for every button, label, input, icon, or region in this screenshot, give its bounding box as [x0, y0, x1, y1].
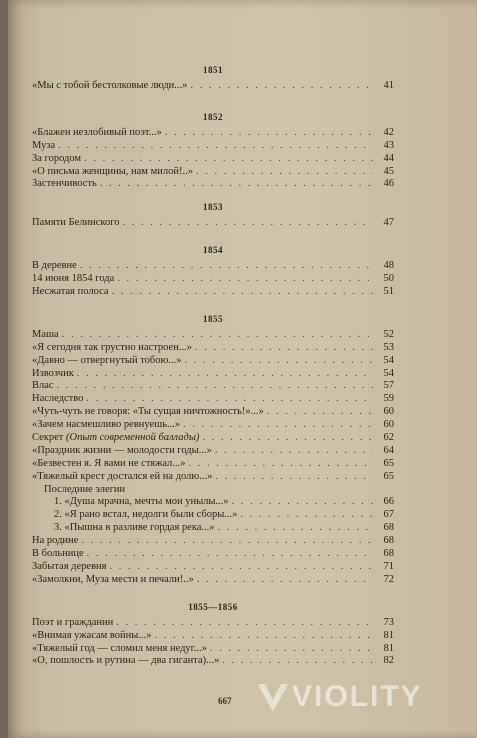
- book-page: [8, 0, 477, 738]
- toc-entry: [32, 561, 394, 574]
- toc-entry: [32, 655, 394, 668]
- toc-entry: [32, 260, 394, 273]
- entry-page: 54: [383, 367, 394, 379]
- entry-page: 50: [383, 273, 394, 285]
- toc-entry: [32, 368, 394, 381]
- toc-entry: [32, 217, 394, 230]
- toc-entry: [32, 496, 394, 509]
- entry-title: «Мы с тобой бестолковые люди...»: [32, 80, 188, 91]
- entry-page: 65: [383, 457, 394, 469]
- entry-title: Извозчик: [32, 367, 74, 379]
- entry-page: 66: [383, 496, 394, 508]
- entry-page: 43: [383, 139, 394, 151]
- entry-title: «Безвестен я. Я вами не стяжал...»: [32, 457, 186, 469]
- entry-page: 47: [383, 217, 394, 229]
- toc-entry: [32, 140, 394, 153]
- entry-title: «Тяжелый крест достался ей на долю...»: [32, 470, 213, 482]
- entry-page: 57: [383, 380, 394, 392]
- entry-title: Последние элегии: [44, 483, 126, 495]
- toc-entry: [32, 329, 394, 342]
- entry-title: На родине: [32, 535, 79, 547]
- toc-entry: [32, 80, 394, 93]
- entry-title: Застенчивость: [32, 178, 97, 190]
- entry-title: Памяти Белинского: [32, 217, 120, 229]
- toc-entry: [32, 380, 394, 393]
- entry-page: 54: [383, 354, 394, 366]
- entry-title: В больнице: [32, 548, 84, 560]
- entry-page: 46: [383, 178, 394, 190]
- entry-title: Поэт и гражданин: [32, 616, 114, 628]
- toc-entry: [32, 617, 394, 630]
- entry-title: Наследство: [32, 393, 84, 405]
- entry-page: 81: [383, 629, 394, 641]
- entry-title: «Чуть-чуть не говоря: «Ты сущая ничтожность!»...»: [32, 406, 264, 418]
- watermark-logo-icon: [254, 678, 292, 716]
- toc-entry: [32, 509, 394, 522]
- year-heading: 1852: [203, 111, 223, 122]
- entry-title: «Внимая ужасам войны...»: [32, 629, 152, 641]
- entry-page: 42: [383, 126, 394, 138]
- toc-entry: [32, 342, 394, 355]
- entry-page: 60: [383, 406, 394, 418]
- toc-entry: [32, 458, 394, 471]
- entry-page: 53: [383, 341, 394, 353]
- entry-title: «Зачем насмешливо ревнуешь...»: [32, 419, 181, 431]
- toc-entry: [32, 574, 394, 587]
- entry-page: 72: [383, 573, 394, 585]
- entry-title: Влас: [32, 380, 54, 392]
- entry-title: За городом: [32, 152, 82, 164]
- toc-entry: [32, 643, 394, 656]
- entry-page: 59: [383, 393, 394, 405]
- entry-title: Забытая деревня: [32, 560, 107, 572]
- toc-entry: [32, 393, 394, 406]
- page-number: 667: [218, 696, 232, 706]
- toc-entry: [32, 273, 394, 286]
- entry-title: 14 июня 1854 года: [32, 273, 115, 285]
- toc-entry: [32, 355, 394, 368]
- toc-entry: [32, 286, 394, 299]
- toc-entry: [32, 445, 394, 458]
- toc-entry: [32, 419, 394, 432]
- entry-title: «О, пошлость и рутина — два гиганта)...»: [32, 655, 220, 667]
- toc-entry: [32, 535, 394, 548]
- entry-page: 67: [383, 509, 394, 521]
- table-of-contents: [32, 60, 394, 668]
- toc-entry: [32, 471, 394, 484]
- year-heading: 1855—1856: [188, 601, 238, 612]
- year-heading: 1853: [203, 202, 223, 213]
- toc-entry: [32, 432, 394, 445]
- toc-entry: [32, 153, 394, 166]
- entry-subtitle: (Опыт современной баллады): [66, 432, 200, 444]
- toc-entry: [32, 522, 394, 535]
- entry-title: Секрет (Опыт современной баллады): [32, 432, 200, 444]
- entry-page: 60: [383, 419, 394, 431]
- entry-title: «Давно — отвергнутый тобою...»: [32, 354, 182, 366]
- entry-page: 81: [383, 642, 394, 654]
- year-heading: 1854: [203, 245, 223, 256]
- year-heading: 1851: [203, 65, 223, 75]
- entry-page: 45: [383, 165, 394, 177]
- entry-title: «Праздник жизни — молодости годы...»: [32, 444, 212, 456]
- entry-page: 64: [383, 444, 394, 456]
- entry-page: 68: [383, 522, 394, 534]
- entry-title: 3. «Пышна в разливе гордая река...»: [54, 522, 215, 534]
- entry-page: 68: [383, 535, 394, 547]
- entry-title: «Я сегодня так грустно настроен...»: [32, 341, 192, 353]
- entry-title: 2. «Я рано встал, недолги были сборы...»: [54, 509, 238, 521]
- toc-entry: [32, 548, 394, 561]
- entry-page: 68: [383, 548, 394, 560]
- entry-title: 1. «Душа мрачна, мечты мои унылы...»: [54, 496, 229, 508]
- entry-page: 51: [383, 286, 394, 298]
- entry-title: Муза: [32, 139, 56, 151]
- entry-page: 52: [383, 328, 394, 340]
- entry-title: «Тяжелый год — сломил меня недуг...»: [32, 642, 207, 654]
- entry-page: 82: [383, 655, 394, 667]
- entry-page: 73: [383, 616, 394, 628]
- entry-title: В деревне: [32, 260, 77, 272]
- entry-page: 44: [383, 152, 394, 164]
- entry-page: 65: [383, 470, 394, 482]
- entry-page: 48: [383, 260, 394, 272]
- toc-entry: [32, 406, 394, 419]
- year-heading: 1855: [203, 313, 223, 324]
- entry-page: 62: [383, 432, 394, 444]
- entry-title: «Замолкни, Муза мести и печали!..»: [32, 573, 194, 585]
- toc-entry: [32, 166, 394, 179]
- watermark-text: VIOLITY: [292, 680, 423, 713]
- entry-title: Маша: [32, 328, 59, 340]
- entry-title: Несжатая полоса: [32, 286, 109, 298]
- entry-page: 71: [383, 560, 394, 572]
- entry-title: «О письма женщины, нам милой!..»: [32, 165, 193, 177]
- toc-entry: [32, 127, 394, 140]
- entry-page: 41: [383, 80, 394, 91]
- toc-entry: [32, 630, 394, 643]
- entry-title: «Блажен незлобивый поэт...»: [32, 126, 162, 138]
- toc-entry: [32, 178, 394, 191]
- toc-group-heading: [32, 484, 394, 497]
